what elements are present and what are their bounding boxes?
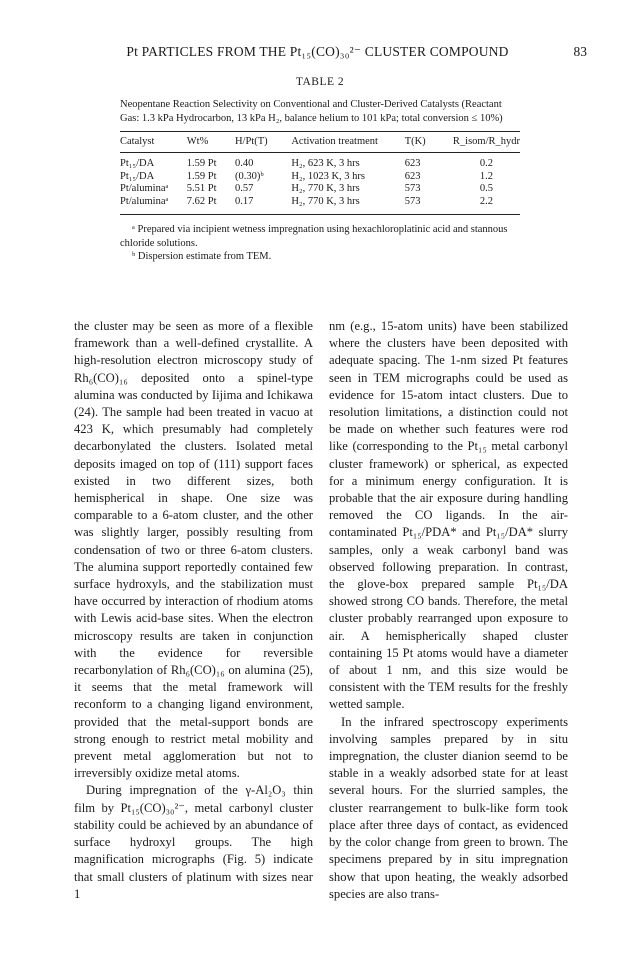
cell-hpt: 0.40 [234,158,254,169]
col-header-hpt: H/Pt(T) [235,132,291,153]
cell-temperature: 573 [404,183,421,194]
cell-wt: 5.51 Pt [186,183,217,194]
cell-wt: 1.59 Pt [186,158,217,169]
col-header-wt: Wt% [187,132,235,153]
table-row [120,196,520,215]
table-caption: TABLE 2 [295,76,345,88]
table-description: Neopentane Reaction Selectivity on Conventional and Cluster-Derived Catalysts (Reactant Gas: 1.3 kPa Hydrocarbon, 13 kPa H₂, balance helium to 101 kPa; total conversion ≤ 10%) [120,99,503,124]
cell-wt: 7.62 Pt [187,196,235,215]
footnote-b: ᵇ Dispersion estimate from TEM. [132,251,272,262]
running-title: Pt PARTICLES FROM THE Pt₁₅(CO)₃₀²⁻ CLUSTER COMPOUND [126,44,509,59]
cell-catalyst: Pt/aluminaᵃ [120,183,169,194]
col-header-temperature: T(K) [405,132,453,153]
cell-temperature: 623 [404,170,421,182]
cell-wt: 1.59 Pt [186,170,217,182]
table-header-row [120,132,520,153]
col-header-catalyst: Catalyst [120,132,187,153]
col-header-activation: Activation treatment [291,132,404,153]
paragraph: During impregnation of the γ-Al₂O₃ thin film by Pt₁₅(CO)₃₀²⁻, metal carbonyl cluster stability could be achieved by an abundance of surface hydroxyl groups. The high magnification micrographs (Fig. 5) indicate that small clusters of platinum with sizes near 1 [74,783,313,901]
cell-temperature: 623 [404,158,421,169]
right-column [329,318,568,903]
data-table [120,131,520,215]
cell-catalyst: Pt₁₅/DA [120,158,155,169]
cell-activation: H₂, 770 K, 3 hrs [291,183,360,194]
cell-hpt: (0.30)ᵇ [234,170,264,182]
table-footnotes [120,223,520,264]
cell-ratio: 0.2 [479,158,494,169]
left-column [74,318,313,903]
cell-activation: H₂, 623 K, 3 hrs [291,158,360,169]
table-row [120,153,520,171]
table-row [120,171,520,184]
cell-activation: H₂, 1023 K, 3 hrs [291,170,366,182]
page-number: 83 [573,44,587,59]
cell-hpt: 0.57 [234,183,254,194]
cell-hpt: 0.17 [235,196,291,215]
table-row [120,183,520,196]
table-2 [120,76,520,264]
cell-ratio: 2.2 [453,196,520,215]
running-header [0,44,635,64]
footnote-a: ᵃ Prepared via incipient wetness impregnation using hexachloroplatinic acid and stannous chloride solutions. [120,224,508,249]
cell-ratio: 1.2 [479,170,494,182]
cell-temperature: 573 [405,196,453,215]
cell-ratio: 0.5 [479,183,494,194]
paragraph: In the infrared spectroscopy experiments involving samples prepared by in situ impregnation, the cluster dianion seemd to be stable in a weakly adsorbed state for at least several hours. For the slurried samples, the cluster rearrangement to bulk-like form took place after three days of contact, as evidenced by the color change from green to brown. The specimens prepared by in situ impregnation show that upon heating, the weakly adsorbed species are also trans- [329,714,568,901]
paragraph: the cluster may be seen as more of a flexible framework than a well-defined crystallite. A high-resolution electron microscopy study of Rh₆(CO)₁₆ deposited onto a spinel-type alumina was conducted by Iijima and Ichikawa (24). The sample had been treated in vacuo at 423 K, which presumably had completely decarbonylated the clusters. Isolated metal deposits imaged on top of (111) support faces existed in two different sizes, both hemispherical in shape. One size was comparable to a 6-atom cluster, and the other was slightly larger, possibly resulting from condensation of two or three 6-atom clusters. The alumina support reportedly contained few surface hydroxyls, and the stabilization must have occurred by interaction of rhodium atoms with Lewis acid-base sites. When the electron microscopy results are taken in conjunction with the evidence for reversible recarbonylation of Rh₆(CO)₁₆ on alumina (25), it seems that the metal framework will reconform to a changing ligand environment, provided that the metal-support bonds are strong enough to restrict metal mobility and prevent metal agglomeration but not to irreversibly oxidize metal atoms. [74,319,313,781]
cell-catalyst: Pt/aluminaᵃ [120,196,187,215]
cell-activation: H₂, 770 K, 3 hrs [291,196,404,215]
cell-catalyst: Pt₁₅/DA [120,170,155,182]
col-header-ratio: R_isom/R_hydr [453,132,520,153]
paragraph: nm (e.g., 15-atom units) have been stabilized where the clusters have been deposited with adequate spacing. The 1-nm sized Pt features seen in TEM micrographs could be used as evidence for 15-atom intact clusters. Due to resolution limitations, a distinction could not be made on whether such features were rod like (corresponding to the Pt₁₅ metal carbonyl cluster framework) or spherical, as expected for a minimum energy configuration. It is probable that the air exposure during handling removed the CO ligands. In the air-contaminated Pt₁₅/PDA* and Pt₁₅/DA* slurry samples, only a weak carbonyl band was observed following preparation. In contrast, the glove-box prepared sample Pt₁₅/DA showed strong CO bands. Therefore, the metal cluster probably rearranged upon exposure to air. A hemispherically shaped cluster containing 15 Pt atoms would have a diameter of about 1 nm, and this size would be consistent with the TEM results for the freshly wetted sample. [329,319,568,712]
